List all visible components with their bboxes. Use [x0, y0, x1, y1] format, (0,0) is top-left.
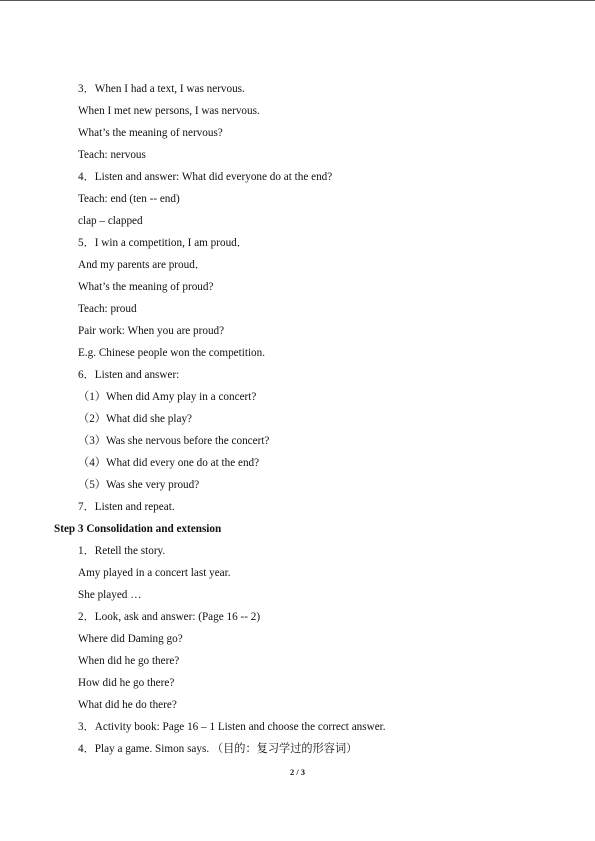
text-line: （3）Was she nervous before the concert? [78, 435, 270, 447]
text-line: What did he do there? [78, 699, 177, 711]
text-line: She played … [78, 589, 142, 601]
text-line: 3．Activity book: Page 16 – 1 Listen and choose the correct answer. [78, 721, 386, 733]
text-line: When did he go there? [78, 655, 180, 667]
text-line: （2）What did she play? [78, 413, 193, 425]
text-line: Teach: end (ten -- end) [78, 193, 180, 205]
text-line: Pair work: When you are proud? [78, 325, 225, 337]
text-line: How did he go there? [78, 677, 175, 689]
text-line: E.g. Chinese people won the competition. [78, 347, 266, 359]
text-line: Amy played in a concert last year. [78, 567, 231, 579]
text-line: Teach: nervous [78, 149, 146, 161]
text-line: And my parents are proud． [78, 259, 207, 271]
text-line: （4）What did every one do at the end? [78, 457, 260, 469]
page-number: 2 / 3 [289, 767, 306, 777]
text-line: （5）Was she very proud? [78, 479, 200, 491]
text-line: Where did Daming go? [78, 633, 183, 645]
text-line: 2．Look, ask and answer: (Page 16 -- 2) [78, 611, 261, 623]
header-rule [0, 0, 595, 1]
text-line: What’s the meaning of proud? [78, 281, 214, 293]
text-line: clap – clapped [78, 215, 143, 227]
text-line: 4．Play a game. Simon says. （目的：复习学过的形容词） [78, 743, 358, 755]
text-line: 1．Retell the story. [78, 545, 166, 557]
text-line: 6．Listen and answer: [78, 369, 180, 381]
text-line: 5．I win a competition, I am proud． [78, 237, 248, 249]
text-line: 4．Listen and answer: What did everyone do at the end? [78, 171, 333, 183]
section-heading: Step 3 Consolidation and extension [54, 523, 222, 535]
text-line: 3．When I had a text, I was nervous. [78, 83, 245, 95]
text-line: When I met new persons, I was nervous. [78, 105, 260, 117]
document-body [0, 78, 595, 760]
text-line: （1）When did Amy play in a concert? [78, 391, 257, 403]
text-line: What’s the meaning of nervous? [78, 127, 223, 139]
text-line: 7．Listen and repeat. [78, 501, 175, 513]
text-line: Teach: proud [78, 303, 137, 315]
